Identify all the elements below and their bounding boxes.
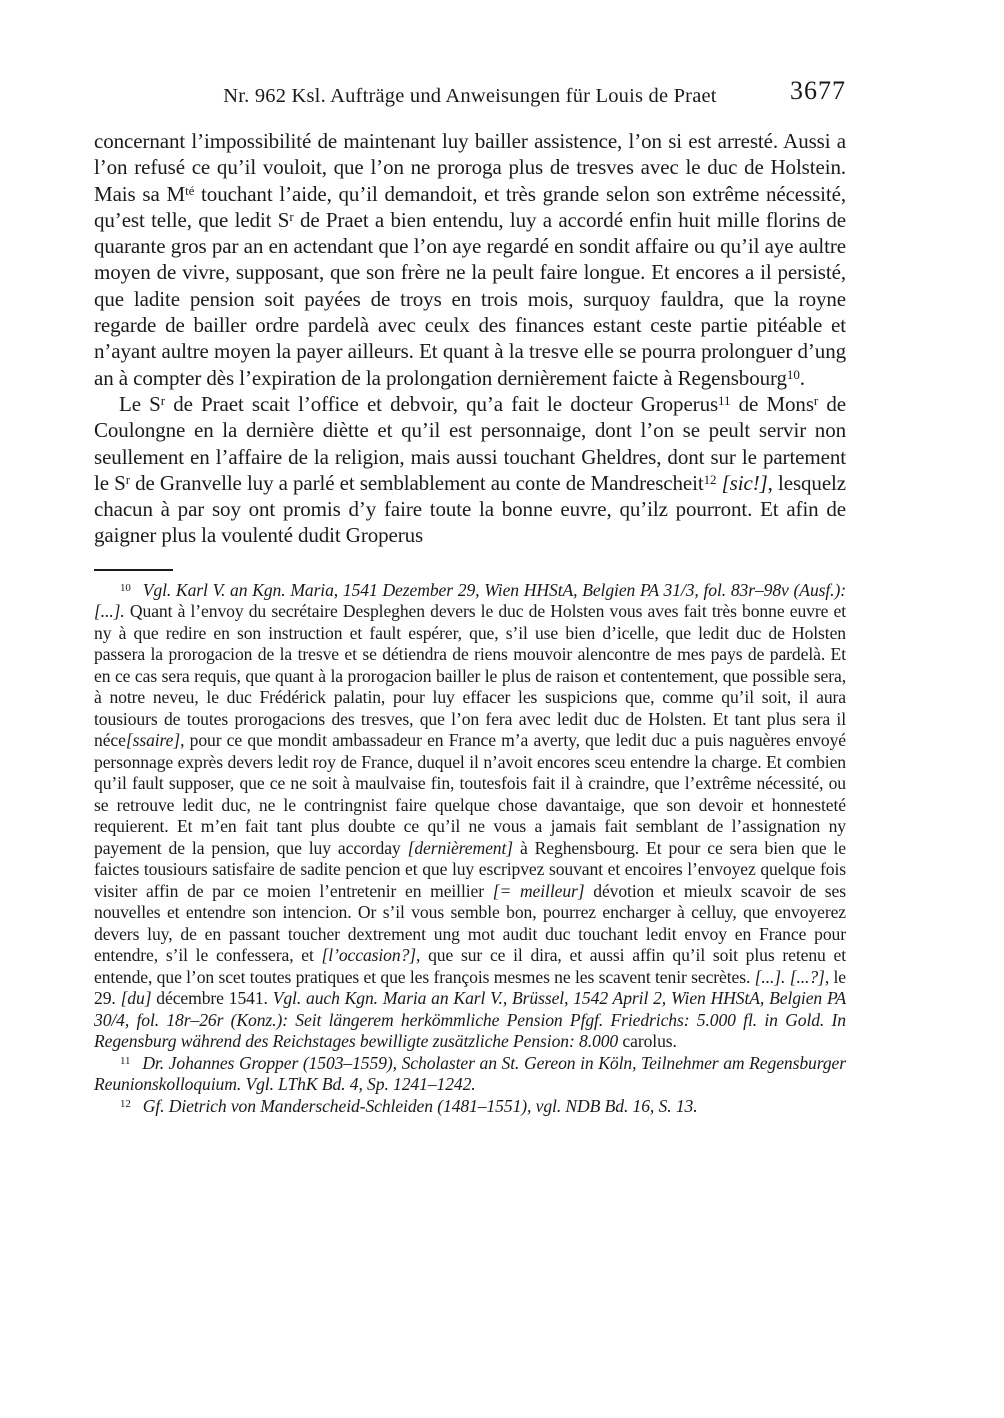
- text-segment: de Mons: [730, 391, 814, 416]
- text-segment: Vgl. auch Kgn. Maria an Karl V., Brüssel, 1542 April 2, Wien HHStA, Belgien PA 30/4, fol. 18r–26r (Konz.): Seit längerem herkömmliche Pension Pfgf. Friedrichs: 5.000 fl. in Gold. In Regensburg während des Reichstages bewilligte zusätzliche Pension: 8.000: [94, 988, 847, 1052]
- body-text: [94, 128, 846, 549]
- text-segment: , que sur ce il dira, et aussi affin qu’il soit plus retenu et entende, que l’on scet toutes pratiques et que les françois mesmes ne les scavent tenir secrètes.: [94, 945, 847, 987]
- text-segment: Vgl. Karl V. an Kgn. Maria, 1541 Dezember 29, Wien HHStA, Belgien PA 31/3, fol. 83r–98v (Ausf.): [...].: [94, 579, 846, 622]
- superscript-footnote-ref: 11: [718, 393, 731, 409]
- page-number: 3677: [790, 76, 846, 105]
- running-title: Nr. 962 Ksl. Aufträge und Anweisungen für Louis de Praet: [223, 85, 717, 107]
- superscript-footnote-ref: té: [185, 182, 195, 198]
- footnote-number: 10: [120, 581, 131, 594]
- running-header: [94, 76, 846, 114]
- text-segment: Gf. Dietrich von Manderscheid-Schleiden (1481–1551), vgl. NDB Bd. 16, S. 13.: [142, 1095, 698, 1116]
- text-segment: dévotion et mieulx scavoir de ses nouvelles et entendre son intencion. Or s’il vous semble bon, pourrez encharger à celluy, que envoyerez devers luy, de en passant toucher dextrement ung mot audit duc touchant ledit envoy en France pour entendre, s’il le confessera, et: [94, 880, 847, 966]
- text-segment: [= meilleur]: [492, 880, 585, 901]
- superscript-footnote-ref: r: [289, 209, 294, 225]
- text-segment: à Reghensbourg. Et pour ce sera bien que le faictes tousiours satisfaire de sadite pencion et que luy escripvez souvant et encoires l’envoyez quelque fois visiter affin de par ce moien l’entretenir en meillier: [94, 837, 846, 901]
- footnote: [94, 1053, 846, 1096]
- text-segment: [...]. [...?]: [754, 966, 825, 987]
- paragraph: [94, 128, 846, 391]
- paragraph: [94, 391, 846, 549]
- text-segment: [dernièrement]: [407, 837, 514, 858]
- footnote-number: 11: [120, 1054, 131, 1067]
- text-segment: [l’occasion?]: [321, 945, 417, 966]
- footnotes-list: [94, 580, 846, 1118]
- text-segment: carolus.: [618, 1031, 677, 1052]
- superscript-footnote-ref: 12: [703, 472, 717, 488]
- text-segment: décembre 1541.: [151, 988, 273, 1009]
- footnote-number: 12: [120, 1097, 131, 1110]
- text-segment: [ssaire]: [125, 730, 181, 751]
- text-segment: [sic!]: [721, 470, 768, 495]
- footnote: [94, 580, 846, 1053]
- superscript-footnote-ref: r: [160, 393, 165, 409]
- text-segment: touchant l’aide, qu’il demandoit, et très grande selon son extrême nécessité, qu’est telle, que ledit S: [94, 181, 847, 232]
- superscript-footnote-ref: r: [813, 393, 819, 409]
- footnote: [94, 1096, 846, 1118]
- text-segment: concernant l’impossibilité de maintenant luy bailler assistence, l’on si est arresté. Aussi a l’on refusé ce qu’il vouloit, que l’on ne proroga plus de tresves avec le duc de Holstein. Mais sa M: [94, 129, 846, 206]
- text-segment: de Praet scait l’office et debvoir, qu’a fait le docteur Groperus: [164, 391, 719, 416]
- text-segment: .: [799, 365, 805, 390]
- text-segment: de Coulongne en la dernière diètte et qu’il est personnaige, dont l’on se peult servir non seullement en l’affaire de la religion, mais aussi touchant Gheldres, dont sur le partement le S: [94, 391, 846, 495]
- superscript-footnote-ref: 10: [786, 366, 800, 382]
- text-segment: [du]: [120, 988, 152, 1009]
- footnote-separator-rule: [94, 569, 173, 571]
- text-segment: de Granvelle luy a parlé et semblablement au conte de Mandrescheit: [129, 470, 704, 495]
- text-segment: Le S: [119, 391, 161, 416]
- superscript-footnote-ref: r: [125, 472, 130, 488]
- text-segment: de Praet a bien entendu, luy a accordé enfin huit mille florins de quarante gros par an en actendant que l’on aye regardé en sondit affaire ou qu’il aye aultre moyen de vivre, supposant, que son frère ne la peult faire longue. Et encores a il persisté, que ladite pension soit payées de troys en trois mois, surquoy fauldra, que la royne regarde de bailler ordre pardelà avec ceulx des finances estant ceste partie pitéable et n’ayant aultre moyen la payer ailleurs. Et quant à la tresve elle se pourra prolonguer d’ung an à compter dès l’expiration de la prolongation dernièrement faicte à Regensbourg: [94, 207, 847, 390]
- text-segment: , pour ce que mondit ambassadeur en France m’a averty, que ledit duc a puis naguères envoyé personnage exprès devers ledit roy de France, duquel il n’avoit encores sceu entendre la charge. Et combien qu’il fault supposer, que ce ne soit à maulvaise fin, toutesfois fait il à craindre, que l’extrême nécessité, ou se retrouve ledit duc, ne le contringnist faire quelque chose davantaige, que son devoir et honnesteté requierent. Et m’en fait tant plus doubte ce qu’il ne vous a jamais fait semblant de l’assignation ny payement de la pension, que luy accorday: [94, 730, 846, 858]
- text-segment: , le 29.: [94, 966, 846, 1009]
- text-segment: Dr. Johannes Gropper (1503–1559), Scholaster an St. Gereon in Köln, Teilnehmer am Regensburger Reunionskolloquium. Vgl. LThK Bd. 4, Sp. 1241–1242.: [94, 1052, 846, 1095]
- text-segment: Quant à l’envoy du secrétaire Despleghen devers le duc de Holsten vous aves fait très bonne euvre et ny à que redire en son instruction et fault espérer, que, s’il use bien d’icelle, que ledit duc de Holsten passera la prorogacion de la tresve et se détiendra de riens mouvoir alencontre de mes pays de pardelà. Et en ce cas sera requis, que quant à la prorogacion bailler le plus de raison et contentement, que possible sera, à notre neveu, le duc Frédérick palatin, pour luy effacer les suspicions que, comme qu’il soit, il aura tousiours de toutes prorogacions des tresves, que l’on fera avec ledit duc de Holsten. Et tant plus sera il néce: [94, 601, 846, 751]
- text-segment: , lesquelz chacun à par soy ont promis d’y faire toute la bonne euvre, qu’ilz pourront. Et afin de gaigner plus la voulenté dudit Groperus: [94, 470, 846, 548]
